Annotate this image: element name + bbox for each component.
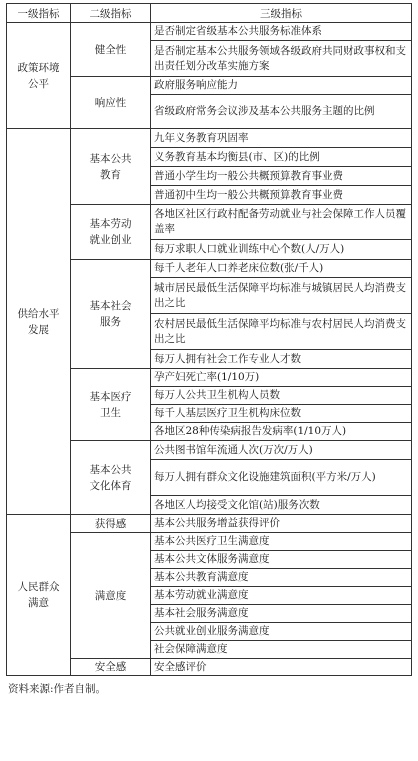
level2-cell [71, 369, 151, 441]
level3-indicator: 九年义务教育巩固率 [151, 129, 412, 148]
level2-label-line: 教育 [100, 168, 121, 181]
level3-indicator: 孕产妇死亡率(1/10万) [151, 369, 412, 387]
table-row [7, 515, 412, 533]
level3-indicator: 普通小学生均一般公共概预算教育事业费 [151, 167, 412, 186]
level2-label-line: 就业创业 [89, 234, 132, 246]
level3-indicator: 基本公共教育满意度 [151, 569, 412, 587]
level2-label-line: 文化体育 [89, 479, 132, 492]
level3-indicator: 基本社会服务满意度 [151, 605, 412, 623]
level2-label-line: 健全性 [94, 43, 127, 56]
table-body [7, 23, 412, 676]
level2-cell [71, 515, 151, 533]
level2-label-line: 安全感 [94, 661, 127, 673]
level1-label-line: 满意 [28, 597, 49, 609]
header-level2: 二级指标 [71, 4, 151, 23]
level1-label-line: 公平 [28, 77, 49, 90]
level3-indicator: 义务教育基本均衡县(市、区)的比例 [151, 148, 412, 167]
level1-label-line: 发展 [28, 323, 49, 336]
level3-indicator: 社会保障满意度 [151, 641, 412, 659]
level1-label-line: 人民群众 [17, 581, 60, 593]
level3-indicator: 农村居民最低生活保障平均标准与农村居民人均消费支出之比 [151, 314, 412, 350]
table-row [7, 129, 412, 148]
table-header-row [7, 4, 412, 23]
level3-indicator: 安全感评价 [151, 659, 412, 676]
level3-indicator: 是否制定省级基本公共服务标准体系 [151, 23, 412, 41]
indicator-table [6, 3, 412, 676]
level3-indicator: 公共就业创业服务满意度 [151, 623, 412, 641]
level3-indicator: 公共图书馆年流通人次(万次/万人) [151, 441, 412, 460]
level2-cell [71, 441, 151, 515]
level2-label-line: 基本公共 [89, 152, 132, 165]
level3-indicator: 基本公共服务增益获得评价 [151, 515, 412, 533]
level2-cell [71, 659, 151, 676]
level1-label-line: 供给水平 [17, 307, 60, 320]
level3-indicator: 基本劳动就业满意度 [151, 587, 412, 605]
table-row [7, 23, 412, 41]
level1-cell [7, 515, 71, 676]
level2-cell [71, 533, 151, 659]
level3-indicator: 各地区人均接受文化馆(站)服务次数 [151, 496, 412, 515]
level2-label-line: 基本公共 [89, 463, 132, 476]
level1-label-line: 政策环境 [17, 61, 60, 74]
level3-indicator: 各地区28种传染病报告发病率(1/10万人) [151, 423, 412, 441]
level1-cell [7, 23, 71, 129]
level3-indicator: 每万求职人口就业训练中心个数(人/万人) [151, 240, 412, 260]
level2-cell [71, 205, 151, 260]
level2-label-line: 基本社会 [89, 300, 132, 312]
level3-indicator: 每万人拥有社会工作专业人才数 [151, 350, 412, 369]
level2-cell [71, 260, 151, 369]
source-note: 资料来源:作者自制。 [8, 683, 107, 695]
level2-label-line: 卫生 [100, 406, 121, 419]
level2-label-line: 基本劳动 [89, 218, 132, 230]
document [6, 3, 411, 696]
header-level1: 一级指标 [7, 4, 71, 23]
level2-label-line: 服务 [100, 316, 121, 328]
level3-indicator: 每千人基层医疗卫生机构床位数 [151, 405, 412, 423]
level3-indicator: 是否制定基本公共服务领域各级政府共同财政事权和支出责任划分改革实施方案 [151, 41, 412, 77]
level3-indicator: 每千人老年人口养老床位数(张/千人) [151, 260, 412, 278]
level1-cell [7, 129, 71, 515]
level2-cell [71, 77, 151, 129]
level3-indicator: 普通初中生均一般公共概预算教育事业费 [151, 186, 412, 205]
level3-indicator: 城市居民最低生活保障平均标准与城镇居民人均消费支出之比 [151, 278, 412, 314]
header-level3: 三级指标 [151, 4, 412, 23]
level3-indicator: 每万人公共卫生机构人员数 [151, 387, 412, 405]
level2-label-line: 满意度 [94, 589, 127, 602]
level2-cell [71, 129, 151, 205]
level2-label-line: 响应性 [94, 96, 127, 109]
level3-indicator: 政府服务响应能力 [151, 77, 412, 95]
level3-indicator: 每万人拥有群众文化设施建筑面积(平方米/万人) [151, 460, 412, 496]
level3-indicator: 省级政府常务会议涉及基本公共服务主题的比例 [151, 95, 412, 129]
level3-indicator: 各地区社区行政村配备劳动就业与社会保障工作人员覆盖率 [151, 205, 412, 240]
level2-cell [71, 23, 151, 77]
level3-indicator: 基本公共医疗卫生满意度 [151, 533, 412, 551]
level3-indicator: 基本公共文体服务满意度 [151, 551, 412, 569]
level2-label-line: 获得感 [94, 517, 127, 530]
level2-label-line: 基本医疗 [89, 390, 132, 403]
